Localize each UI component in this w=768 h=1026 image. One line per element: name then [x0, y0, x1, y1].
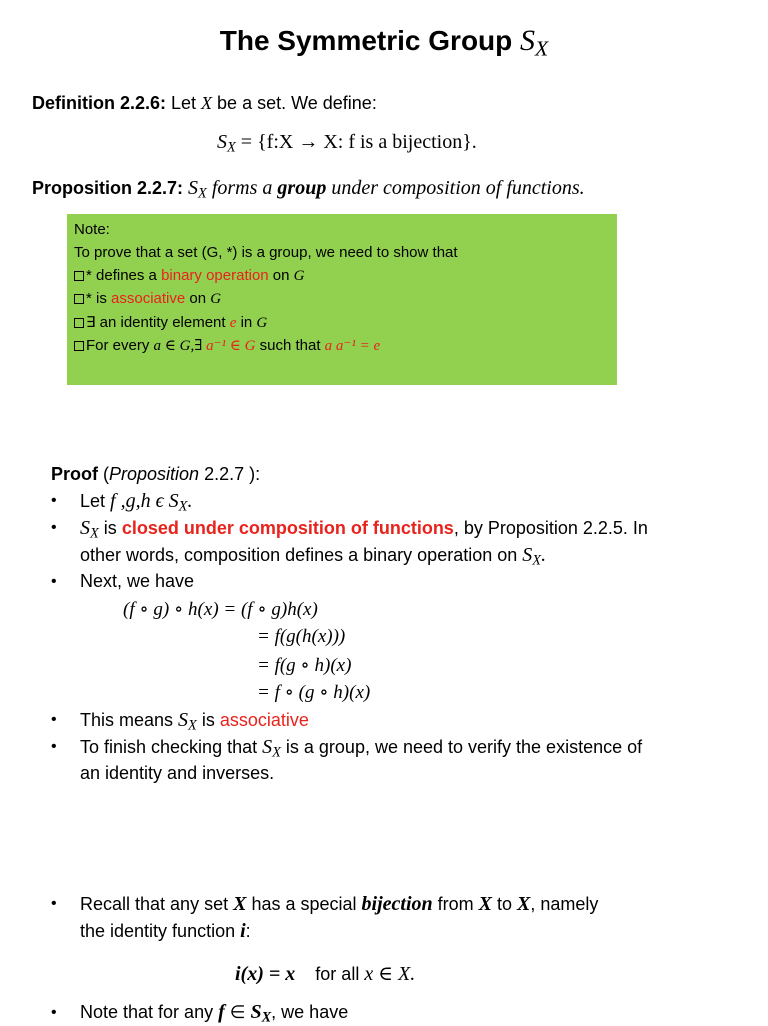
note-intro: To prove that a set (G, *) is a group, we need to show that	[74, 244, 458, 261]
checkbox-icon	[74, 271, 84, 281]
identity-equation: i(x) = x for all x ∈ X.	[235, 963, 416, 985]
bullet-icon: •	[51, 492, 57, 509]
proposition-line: Proposition 2.2.7: $S_X$ forms a group under composition of functions.	[32, 177, 585, 202]
note-item-inverse: For every a ∈ G,∃ a⁻¹ ∈ G such that a a⁻¹ = e	[74, 336, 380, 355]
equation-line-3: = f(g ∘ h)(x)	[257, 655, 352, 676]
definition-line: Definition 2.2.6: Let X be a set. We define:	[32, 93, 377, 113]
proof-bullet-3: Next, we have	[80, 571, 195, 591]
bullet-icon: •	[51, 1004, 57, 1021]
proof-bullet-5-line2: an identity and inverses.	[80, 763, 275, 783]
page-title	[0, 24, 768, 61]
recall-note-line: Note that for any f ∈ $S_X$, we have	[80, 1001, 349, 1026]
proof-bullet-1: Let f ,g,h ϵ $S_X$.	[80, 490, 193, 515]
proposition-label: Proposition 2.2.7:	[32, 178, 184, 198]
note-item-identity: ∃ an identity element e in G	[74, 313, 267, 332]
equation-line-2: = f(g(h(x)))	[257, 626, 346, 647]
definition-formula: $S_X$ = {f:X → X: f is a bijection}.	[217, 131, 477, 156]
bullet-icon: •	[51, 895, 57, 912]
checkbox-icon	[74, 318, 84, 328]
definition-label: Definition 2.2.6:	[32, 93, 167, 113]
proof-bullet-4: This means $S_X$ is associative	[80, 709, 309, 734]
title-text: The Symmetric Group	[219, 25, 513, 56]
bullet-icon: •	[51, 519, 57, 536]
proof-bullet-2-line2: other words, composition defines a binary operation on $S_X$.	[80, 544, 547, 569]
proof-bullet-2: $S_X$ is closed under composition of functions, by Proposition 2.2.5. In	[80, 517, 648, 542]
equation-line-1: (f ∘ g) ∘ h(x) = (f ∘ g)h(x)	[123, 599, 318, 620]
bullet-icon: •	[51, 573, 57, 590]
checkbox-icon	[74, 294, 84, 304]
title-symbol: $S_X$	[520, 24, 549, 61]
recall-line-1: Recall that any set X has a special bijection from X to X, namely	[80, 893, 599, 915]
proof-heading: Proof (Proposition 2.2.7 ):	[51, 464, 261, 484]
bullet-icon: •	[51, 738, 57, 755]
note-heading: Note:	[74, 221, 110, 238]
bullet-icon: •	[51, 711, 57, 728]
note-box	[67, 214, 617, 385]
checkbox-icon	[74, 341, 84, 351]
note-item-associative: * is associative on G	[74, 290, 221, 308]
note-item-binary: * defines a binary operation on G	[74, 267, 305, 285]
equation-line-4: = f ∘ (g ∘ h)(x)	[257, 682, 371, 703]
proof-bullet-5: To finish checking that $S_X$ is a group, we need to verify the existence of	[80, 736, 643, 761]
recall-line-2: the identity function i:	[80, 920, 251, 942]
